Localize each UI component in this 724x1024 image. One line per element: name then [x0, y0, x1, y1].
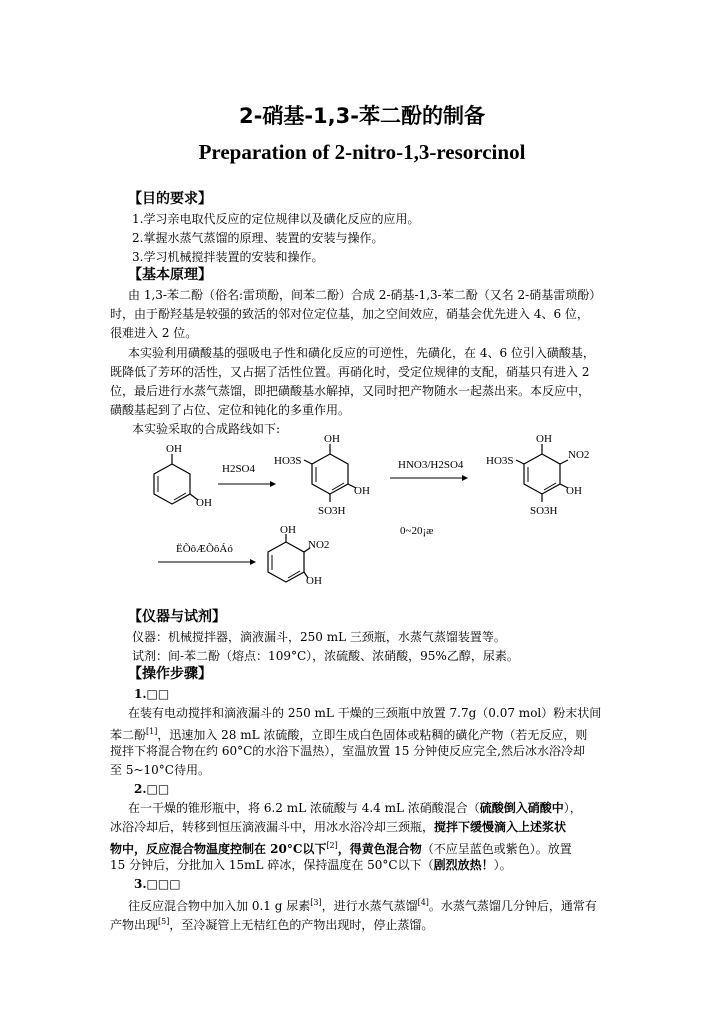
nitrated-so3h-left: HO3S [486, 455, 514, 467]
title-english: Preparation of 2-nitro-1,3-resorcinol [198, 140, 526, 164]
intermediate-so3h-left: HO3S [274, 455, 302, 467]
apparatus-line: 仪器：机械搅拌器，滴液漏斗，250 mL 三颈瓶，水蒸气蒸馏装置等。 [132, 630, 506, 644]
intermediate-oh-right: OH [354, 485, 370, 497]
footnote-1: [1] [146, 727, 158, 736]
footnote-4: [4] [417, 898, 429, 907]
reagent-1: H2SO4 [222, 463, 256, 475]
resorcinol-oh-bottom: OH [196, 497, 212, 509]
section-purpose-heading: 【目的要求】 [128, 191, 212, 207]
nitrated-oh-top: OH [536, 433, 552, 445]
step-3-line-2: 产物出现[5]，至冷凝管上无桔红色的产物出现时，停止蒸馏。 [110, 917, 434, 932]
principle-line-4: 本实验利用磺酸基的强吸电子性和磺化反应的可逆性，先磺化，在 4、6 位引入磺酸基， [128, 346, 595, 360]
principle-line-6: 位，最后进行水蒸气蒸馏，即把磺酸基水解掉，又同时把产物随水一起蒸出来。本反应中， [110, 384, 591, 398]
product-oh-top: OH [280, 524, 296, 536]
temperature-label: 0~20¡æ [400, 525, 434, 537]
step-1-line-2: 苯二酚[1]，迅速加入 28 mL 浓硫酸，立即生成白色固体或粘稠的磺化产物（若无反应，则 [110, 727, 588, 742]
step-2-line-2: 冰浴冷却后，转移到恒压滴液漏斗中，用冰水浴冷却三颈瓶，搅拌下缓慢滴入上述浆状 [110, 820, 567, 834]
step-2-line-3: 物中，反应混合物温度控制在 20°C以下[2]，得黄色混合物（不应呈蓝色或紫色）。放置 [110, 841, 572, 856]
purpose-item-3: 3.学习机械搅拌装置的安装和操作。 [132, 250, 324, 264]
step-3-line-1: 往反应混合物中加入加 0.1 g 尿素[3]，进行水蒸气蒸馏[4]。水蒸气蒸馏几分钟后，通常有 [128, 898, 597, 913]
product-oh-bottom: OH [306, 575, 322, 587]
step-3-number: 3.□□□ [134, 877, 181, 891]
resorcinol-oh-top: OH [166, 443, 182, 455]
product-structure [268, 524, 329, 587]
purpose-item-1: 1.学习亲电取代反应的定位规律以及磺化反应的应用。 [132, 212, 420, 226]
reagent-3: ËÕôÆÕôÁó [176, 543, 233, 555]
reagents-line: 试剂：间-苯二酚（熔点：109°C），浓硫酸、浓硝酸，95%乙醇，尿素。 [132, 649, 519, 663]
principle-line-1: 由 1,3-苯二酚（俗名:雷琐酚，间苯二酚）合成 2-硝基-1,3-苯二酚（又名 2-硝基雷琐酚） [128, 288, 602, 302]
principle-line-3: 很难进入 2 位。 [110, 326, 198, 340]
footnote-5: [5] [158, 917, 170, 926]
reaction-scheme [110, 430, 610, 590]
principle-line-7: 磺酸基起到了占位、定位和钝化的多重作用。 [110, 403, 351, 417]
purpose-item-2: 2.掌握水蒸气蒸馏的原理、装置的安装与操作。 [132, 231, 384, 245]
step-1-line-3: 搅拌下将混合物在约 60°C的水浴下温热），室温放置 15 分钟使反应完全,然后冰水浴冷却 [110, 744, 585, 758]
section-apparatus-heading: 【仪器与试剂】 [128, 609, 226, 625]
step-2-number: 2.□□ [134, 782, 170, 796]
step-1-line-1: 在装有电动搅拌和滴液漏斗的 250 mL 干燥的三颈瓶中放置 7.7g（0.07 mol）粉末状间 [128, 706, 602, 720]
reagent-2: HNO3/H2SO4 [398, 459, 464, 471]
footnote-3: [3] [310, 898, 322, 907]
nitrated-no2: NO2 [568, 449, 590, 461]
nitrated-so3h-bottom: SO3H [530, 505, 558, 517]
nitrated-intermediate-structure [486, 433, 589, 517]
step-2-line-4: 15 分钟后，分批加入 15mL 碎冰，保持温度在 50°C以下（剧烈放热！）。 [110, 858, 512, 872]
section-principle-heading: 【基本原理】 [128, 267, 212, 283]
intermediate-oh-top: OH [324, 433, 340, 445]
title-chinese: 2-硝基-1,3-苯二酚的制备 [239, 104, 485, 128]
principle-line-2: 时，由于酚羟基是较强的致活的邻对位定位基，加之空间效应，硝基会优先进入 4、6 位， [110, 307, 589, 321]
step-1-number: 1.□□ [134, 687, 170, 701]
footnote-2: [2] [326, 841, 338, 850]
step-1-line-4: 至 5~10°C待用。 [110, 763, 210, 777]
product-no2: NO2 [308, 539, 330, 551]
principle-line-5: 既降低了芳环的活性，又占据了活性位置。再硝化时，受定位规律的支配，硝基只有进入 2 [110, 365, 590, 379]
resorcinol-structure [154, 443, 212, 509]
nitrated-oh-right: OH [566, 485, 582, 497]
intermediate-so3h-bottom: SO3H [318, 505, 346, 517]
disulfonic-acid-structure [274, 433, 370, 517]
step-2-line-1: 在一干燥的锥形瓶中，将 6.2 mL 浓硫酸与 4.4 mL 浓硝酸混合（硫酸倒入硝酸中）， [128, 801, 582, 815]
section-procedure-heading: 【操作步骤】 [128, 666, 212, 682]
principle-line-8: 本实验采取的合成路线如下: [132, 422, 281, 436]
